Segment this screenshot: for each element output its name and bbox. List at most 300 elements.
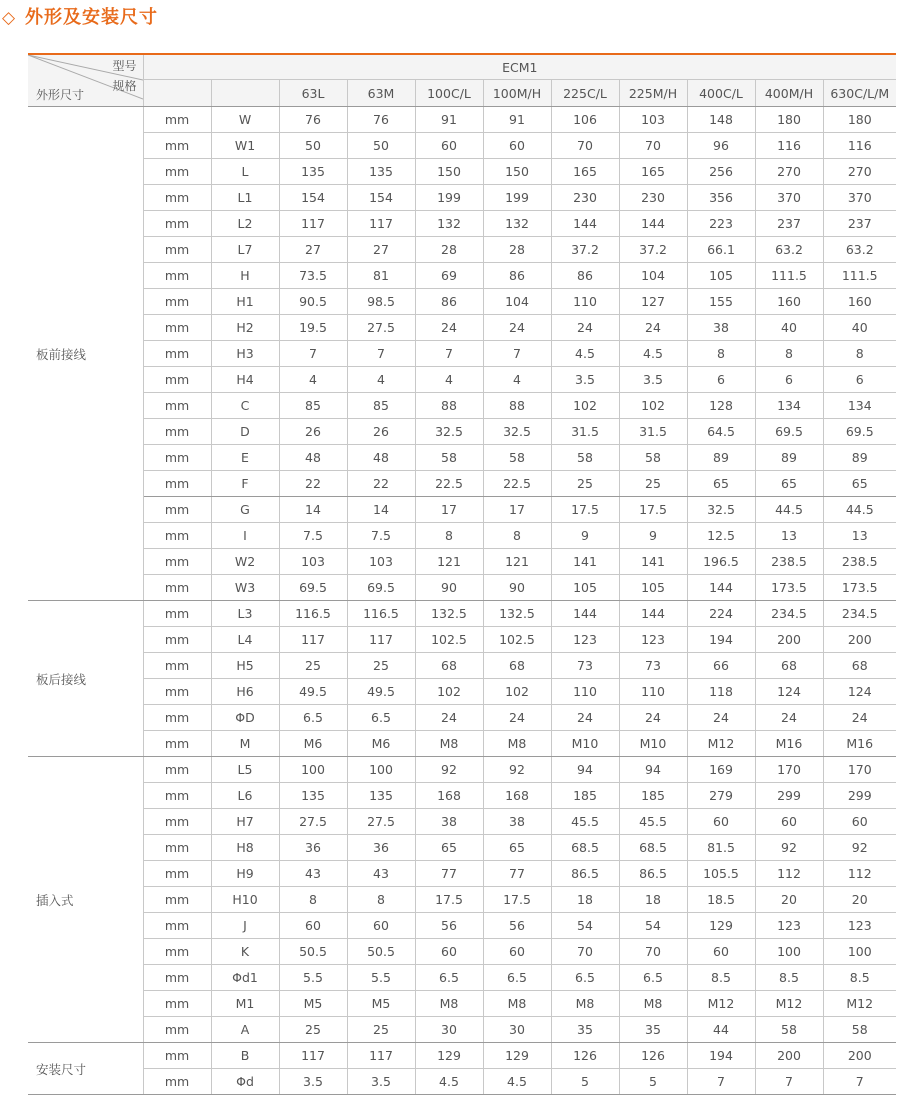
value-cell: 69.5 — [823, 419, 896, 445]
unit-cell: mm — [143, 185, 211, 211]
value-cell: 180 — [755, 107, 823, 133]
value-cell: 92 — [823, 835, 896, 861]
value-cell: 117 — [347, 211, 415, 237]
value-cell: 98.5 — [347, 289, 415, 315]
value-cell: 102 — [415, 679, 483, 705]
value-cell: 68 — [823, 653, 896, 679]
value-cell: 68.5 — [551, 835, 619, 861]
unit-cell: mm — [143, 1043, 211, 1069]
value-cell: 73.5 — [279, 263, 347, 289]
value-cell: M5 — [279, 991, 347, 1017]
value-cell: 48 — [347, 445, 415, 471]
model-header: 100C/L — [415, 80, 483, 107]
value-cell: 117 — [279, 211, 347, 237]
value-cell: 81.5 — [687, 835, 755, 861]
unit-cell: mm — [143, 315, 211, 341]
unit-cell: mm — [143, 1069, 211, 1095]
value-cell: 106 — [551, 107, 619, 133]
param-cell: H5 — [211, 653, 279, 679]
value-cell: 8 — [279, 887, 347, 913]
param-cell: B — [211, 1043, 279, 1069]
param-cell: L1 — [211, 185, 279, 211]
unit-cell: mm — [143, 627, 211, 653]
value-cell: 144 — [619, 601, 687, 627]
value-cell: 160 — [823, 289, 896, 315]
value-cell: 144 — [619, 211, 687, 237]
param-cell: M1 — [211, 991, 279, 1017]
value-cell: 234.5 — [823, 601, 896, 627]
value-cell: 3.5 — [279, 1069, 347, 1095]
value-cell: 180 — [823, 107, 896, 133]
unit-cell: mm — [143, 991, 211, 1017]
value-cell: 60 — [687, 809, 755, 835]
param-cell: L4 — [211, 627, 279, 653]
value-cell: 127 — [619, 289, 687, 315]
value-cell: 200 — [755, 627, 823, 653]
value-cell: 22.5 — [415, 471, 483, 497]
unit-cell: mm — [143, 861, 211, 887]
value-cell: 168 — [483, 783, 551, 809]
value-cell: 3.5 — [619, 367, 687, 393]
value-cell: 8 — [483, 523, 551, 549]
value-cell: 165 — [619, 159, 687, 185]
value-cell: 65 — [823, 471, 896, 497]
value-cell: 27.5 — [347, 315, 415, 341]
value-cell: 200 — [755, 1043, 823, 1069]
value-cell: M12 — [687, 991, 755, 1017]
value-cell: 90 — [415, 575, 483, 601]
unit-cell: mm — [143, 705, 211, 731]
param-cell: H4 — [211, 367, 279, 393]
value-cell: 4.5 — [415, 1069, 483, 1095]
value-cell: 65 — [755, 471, 823, 497]
param-cell: M — [211, 731, 279, 757]
unit-cell: mm — [143, 809, 211, 835]
model-header: 400C/L — [687, 80, 755, 107]
value-cell: 234.5 — [755, 601, 823, 627]
value-cell: 70 — [551, 939, 619, 965]
value-cell: 144 — [687, 575, 755, 601]
value-cell: 40 — [823, 315, 896, 341]
param-cell: H9 — [211, 861, 279, 887]
value-cell: 105.5 — [687, 861, 755, 887]
table-row — [28, 107, 896, 133]
value-cell: 17 — [483, 497, 551, 523]
value-cell: 30 — [415, 1017, 483, 1043]
unit-cell: mm — [143, 575, 211, 601]
param-cell: L — [211, 159, 279, 185]
value-cell: 126 — [619, 1043, 687, 1069]
value-cell: 9 — [619, 523, 687, 549]
value-cell: 5 — [619, 1069, 687, 1095]
table-row — [28, 1017, 896, 1043]
value-cell: 123 — [551, 627, 619, 653]
value-cell: 110 — [551, 679, 619, 705]
param-cell: J — [211, 913, 279, 939]
value-cell: 5.5 — [279, 965, 347, 991]
value-cell: 17.5 — [551, 497, 619, 523]
value-cell: M6 — [279, 731, 347, 757]
corner-label-dimension: 外形尺寸 — [36, 88, 85, 102]
unit-cell: mm — [143, 107, 211, 133]
table-row — [28, 653, 896, 679]
param-cell: W1 — [211, 133, 279, 159]
value-cell: 77 — [415, 861, 483, 887]
value-cell: 89 — [755, 445, 823, 471]
value-cell: 8 — [415, 523, 483, 549]
value-cell: 76 — [347, 107, 415, 133]
value-cell: 6.5 — [415, 965, 483, 991]
model-header: 100M/H — [483, 80, 551, 107]
value-cell: 32.5 — [687, 497, 755, 523]
value-cell: 24 — [415, 705, 483, 731]
value-cell: 124 — [823, 679, 896, 705]
value-cell: 20 — [823, 887, 896, 913]
header-row-models — [28, 80, 896, 107]
table-row — [28, 289, 896, 315]
value-cell: 100 — [279, 757, 347, 783]
value-cell: 90 — [483, 575, 551, 601]
value-cell: 24 — [687, 705, 755, 731]
value-cell: 44 — [687, 1017, 755, 1043]
value-cell: 24 — [619, 705, 687, 731]
unit-cell: mm — [143, 601, 211, 627]
value-cell: 65 — [415, 835, 483, 861]
value-cell: 160 — [755, 289, 823, 315]
value-cell: 7 — [823, 1069, 896, 1095]
value-cell: 8 — [755, 341, 823, 367]
table-row — [28, 341, 896, 367]
value-cell: 299 — [755, 783, 823, 809]
value-cell: 7 — [687, 1069, 755, 1095]
value-cell: 132.5 — [415, 601, 483, 627]
value-cell: 58 — [619, 445, 687, 471]
table-row — [28, 315, 896, 341]
table-bottom-border — [28, 1094, 896, 1095]
table-row — [28, 731, 896, 757]
value-cell: 86 — [415, 289, 483, 315]
value-cell: 173.5 — [755, 575, 823, 601]
value-cell: M8 — [483, 731, 551, 757]
value-cell: 165 — [551, 159, 619, 185]
value-cell: 44.5 — [755, 497, 823, 523]
value-cell: 40 — [755, 315, 823, 341]
diamond-outline-icon: ◇ — [2, 8, 16, 28]
value-cell: 8 — [347, 887, 415, 913]
value-cell: 223 — [687, 211, 755, 237]
value-cell: 104 — [483, 289, 551, 315]
value-cell: 50 — [279, 133, 347, 159]
value-cell: 68.5 — [619, 835, 687, 861]
value-cell: 185 — [619, 783, 687, 809]
value-cell: 86 — [483, 263, 551, 289]
unit-cell: mm — [143, 887, 211, 913]
value-cell: 63.2 — [755, 237, 823, 263]
unit-cell: mm — [143, 835, 211, 861]
value-cell: 199 — [483, 185, 551, 211]
value-cell: M12 — [823, 991, 896, 1017]
value-cell: 76 — [279, 107, 347, 133]
value-cell: 50 — [347, 133, 415, 159]
value-cell: 134 — [823, 393, 896, 419]
value-cell: 24 — [551, 315, 619, 341]
value-cell: 279 — [687, 783, 755, 809]
value-cell: M12 — [687, 731, 755, 757]
value-cell: 60 — [415, 133, 483, 159]
value-cell: 194 — [687, 1043, 755, 1069]
value-cell: 196.5 — [687, 549, 755, 575]
value-cell: 60 — [279, 913, 347, 939]
table-row — [28, 211, 896, 237]
unit-cell: mm — [143, 367, 211, 393]
value-cell: 112 — [823, 861, 896, 887]
category-cell: 插入式 — [28, 757, 143, 1043]
value-cell: 24 — [415, 315, 483, 341]
unit-cell: mm — [143, 1017, 211, 1043]
value-cell: 31.5 — [551, 419, 619, 445]
value-cell: 18 — [619, 887, 687, 913]
value-cell: 7.5 — [279, 523, 347, 549]
value-cell: M8 — [415, 731, 483, 757]
value-cell: 45.5 — [619, 809, 687, 835]
value-cell: M8 — [415, 991, 483, 1017]
value-cell: 4 — [279, 367, 347, 393]
param-cell: I — [211, 523, 279, 549]
value-cell: 26 — [347, 419, 415, 445]
unit-cell: mm — [143, 783, 211, 809]
value-cell: 66.1 — [687, 237, 755, 263]
value-cell: 49.5 — [347, 679, 415, 705]
value-cell: 7 — [755, 1069, 823, 1095]
value-cell: 370 — [755, 185, 823, 211]
value-cell: 20 — [755, 887, 823, 913]
value-cell: 238.5 — [823, 549, 896, 575]
unit-cell: mm — [143, 679, 211, 705]
value-cell: 6.5 — [619, 965, 687, 991]
table-row — [28, 419, 896, 445]
value-cell: 94 — [551, 757, 619, 783]
param-cell: H3 — [211, 341, 279, 367]
value-cell: 129 — [415, 1043, 483, 1069]
value-cell: 13 — [755, 523, 823, 549]
unit-cell: mm — [143, 341, 211, 367]
value-cell: 58 — [755, 1017, 823, 1043]
value-cell: 238.5 — [755, 549, 823, 575]
table-row — [28, 263, 896, 289]
table-row — [28, 1043, 896, 1069]
value-cell: 22 — [279, 471, 347, 497]
unit-cell: mm — [143, 133, 211, 159]
value-cell: 170 — [755, 757, 823, 783]
value-cell: 30 — [483, 1017, 551, 1043]
unit-cell: mm — [143, 419, 211, 445]
value-cell: 102 — [483, 679, 551, 705]
value-cell: 103 — [347, 549, 415, 575]
corner-label-spec: 规格 — [112, 79, 137, 93]
value-cell: 35 — [619, 1017, 687, 1043]
value-cell: 60 — [415, 939, 483, 965]
value-cell: 170 — [823, 757, 896, 783]
value-cell: 25 — [347, 653, 415, 679]
value-cell: 69.5 — [755, 419, 823, 445]
unit-cell: mm — [143, 497, 211, 523]
value-cell: 6 — [755, 367, 823, 393]
value-cell: 105 — [619, 575, 687, 601]
table-row — [28, 939, 896, 965]
value-cell: 32.5 — [415, 419, 483, 445]
value-cell: 18 — [551, 887, 619, 913]
value-cell: 224 — [687, 601, 755, 627]
table-row — [28, 887, 896, 913]
value-cell: 103 — [279, 549, 347, 575]
table-row — [28, 679, 896, 705]
value-cell: 124 — [755, 679, 823, 705]
value-cell: 54 — [619, 913, 687, 939]
value-cell: 24 — [551, 705, 619, 731]
unit-cell: mm — [143, 393, 211, 419]
value-cell: M10 — [619, 731, 687, 757]
value-cell: 116.5 — [347, 601, 415, 627]
value-cell: 60 — [755, 809, 823, 835]
unit-cell: mm — [143, 263, 211, 289]
value-cell: 60 — [823, 809, 896, 835]
value-cell: 135 — [347, 159, 415, 185]
model-header: 400M/H — [755, 80, 823, 107]
value-cell: 25 — [279, 1017, 347, 1043]
value-cell: 32.5 — [483, 419, 551, 445]
section-title: 外形及安装尺寸 — [25, 7, 158, 28]
value-cell: 86.5 — [619, 861, 687, 887]
unit-cell: mm — [143, 939, 211, 965]
value-cell: 117 — [279, 1043, 347, 1069]
value-cell: 50.5 — [279, 939, 347, 965]
value-cell: 37.2 — [551, 237, 619, 263]
param-cell: A — [211, 1017, 279, 1043]
param-cell: W2 — [211, 549, 279, 575]
value-cell: 4.5 — [483, 1069, 551, 1095]
value-cell: 199 — [415, 185, 483, 211]
value-cell: 102.5 — [483, 627, 551, 653]
unit-cell: mm — [143, 653, 211, 679]
value-cell: 116 — [755, 133, 823, 159]
value-cell: 4 — [483, 367, 551, 393]
value-cell: 14 — [279, 497, 347, 523]
value-cell: 6.5 — [483, 965, 551, 991]
value-cell: 66 — [687, 653, 755, 679]
value-cell: 28 — [415, 237, 483, 263]
value-cell: 25 — [551, 471, 619, 497]
value-cell: 60 — [483, 939, 551, 965]
value-cell: M16 — [755, 731, 823, 757]
value-cell: 24 — [755, 705, 823, 731]
value-cell: 43 — [347, 861, 415, 887]
value-cell: 144 — [551, 211, 619, 237]
table-row — [28, 549, 896, 575]
value-cell: 38 — [415, 809, 483, 835]
category-cell: 安装尺寸 — [28, 1043, 143, 1095]
value-cell: 102.5 — [415, 627, 483, 653]
value-cell: 56 — [483, 913, 551, 939]
value-cell: 112 — [755, 861, 823, 887]
value-cell: 17.5 — [619, 497, 687, 523]
value-cell: 6 — [823, 367, 896, 393]
value-cell: M8 — [483, 991, 551, 1017]
value-cell: M5 — [347, 991, 415, 1017]
value-cell: 111.5 — [755, 263, 823, 289]
value-cell: 102 — [619, 393, 687, 419]
value-cell: 27 — [279, 237, 347, 263]
value-cell: 4.5 — [551, 341, 619, 367]
value-cell: 14 — [347, 497, 415, 523]
value-cell: 91 — [483, 107, 551, 133]
value-cell: 73 — [619, 653, 687, 679]
value-cell: 8 — [687, 341, 755, 367]
value-cell: 36 — [347, 835, 415, 861]
value-cell: 110 — [551, 289, 619, 315]
value-cell: 58 — [551, 445, 619, 471]
value-cell: 81 — [347, 263, 415, 289]
corner-header-cell — [28, 55, 143, 107]
value-cell: 17 — [415, 497, 483, 523]
value-cell: 173.5 — [823, 575, 896, 601]
value-cell: 121 — [483, 549, 551, 575]
value-cell: 88 — [415, 393, 483, 419]
param-cell: L5 — [211, 757, 279, 783]
table-row — [28, 575, 896, 601]
param-cell: H10 — [211, 887, 279, 913]
value-cell: 128 — [687, 393, 755, 419]
value-cell: 27 — [347, 237, 415, 263]
value-cell: 117 — [347, 627, 415, 653]
param-cell: D — [211, 419, 279, 445]
value-cell: 64.5 — [687, 419, 755, 445]
unit-cell: mm — [143, 471, 211, 497]
value-cell: 60 — [687, 939, 755, 965]
value-cell: 89 — [823, 445, 896, 471]
value-cell: 105 — [687, 263, 755, 289]
table-row — [28, 757, 896, 783]
value-cell: 12.5 — [687, 523, 755, 549]
param-cell: H1 — [211, 289, 279, 315]
value-cell: 155 — [687, 289, 755, 315]
value-cell: 38 — [483, 809, 551, 835]
param-cell: L6 — [211, 783, 279, 809]
value-cell: 56 — [415, 913, 483, 939]
table-row — [28, 861, 896, 887]
param-cell: E — [211, 445, 279, 471]
value-cell: 237 — [755, 211, 823, 237]
value-cell: 150 — [415, 159, 483, 185]
table-row — [28, 835, 896, 861]
unit-cell: mm — [143, 211, 211, 237]
param-cell: H7 — [211, 809, 279, 835]
model-header: 225C/L — [551, 80, 619, 107]
value-cell: 129 — [483, 1043, 551, 1069]
value-cell: 230 — [551, 185, 619, 211]
param-cell: Φd — [211, 1069, 279, 1095]
value-cell: 6.5 — [279, 705, 347, 731]
unit-cell: mm — [143, 237, 211, 263]
value-cell: 116.5 — [279, 601, 347, 627]
value-cell: 70 — [619, 939, 687, 965]
value-cell: 60 — [347, 913, 415, 939]
unit-cell: mm — [143, 445, 211, 471]
value-cell: 94 — [619, 757, 687, 783]
value-cell: M8 — [551, 991, 619, 1017]
table-row — [28, 237, 896, 263]
value-cell: 135 — [347, 783, 415, 809]
value-cell: 104 — [619, 263, 687, 289]
